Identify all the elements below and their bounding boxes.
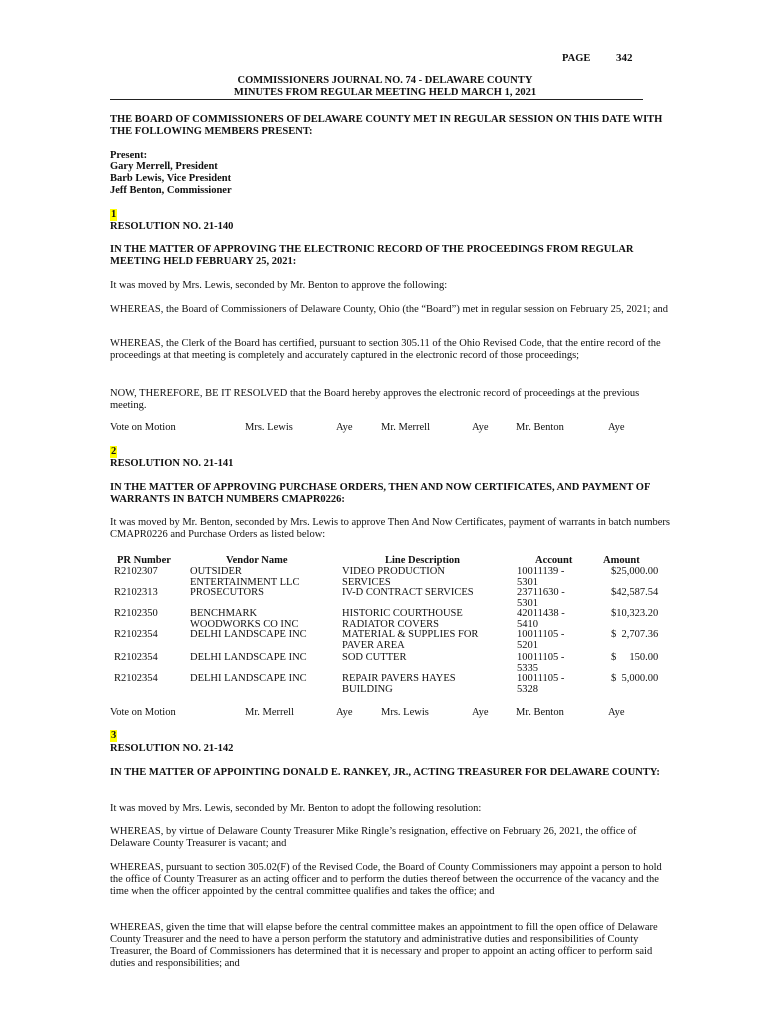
vote-value: Aye: [336, 422, 353, 433]
column-header: Amount: [603, 555, 640, 566]
description-cell: VIDEO PRODUCTION: [342, 566, 445, 577]
amount-cell: $ 2,707.36: [611, 629, 659, 640]
description-cell: HISTORIC COURTHOUSE: [342, 608, 463, 619]
vendor-cell: PROSECUTORS: [190, 587, 264, 598]
account-cell: 10011105 -: [517, 673, 565, 684]
account-cell: 10011105 -: [517, 652, 565, 663]
resolution-number: RESOLUTION NO. 21-140: [110, 221, 234, 232]
whereas-paragraph: WHEREAS, the Clerk of the Board has certified, pursuant to section 305.11 of the Ohio Revised Code, that the entire record of the proceedings at that meeting is completely and accurately captured in the electronic record of those proceedings;: [110, 338, 661, 361]
amount-cell: $ 150.00: [611, 652, 659, 663]
account-cell: 5410: [517, 619, 538, 630]
vote-value: Aye: [608, 422, 625, 433]
description-cell: RADIATOR COVERS: [342, 619, 439, 630]
whereas-paragraph: WHEREAS, given the time that will elapse before the central committee makes an appointment to fill the open office of Delaware County Treasurer and the need to have a person perform the statutory and administrative duties and responsibilities of County Treasurer, the Board of Commissioners has determined that it is necessary and proper to appoint an acting officer to perform said duties and responsibilities; and: [110, 922, 658, 969]
vote-label: Vote on Motion: [110, 707, 176, 718]
whereas-paragraph: WHEREAS, the Board of Commissioners of Delaware County, Ohio (the “Board”) met in regular session on February 25, 2021; and: [110, 304, 669, 315]
page-number: 342: [616, 52, 633, 64]
vendor-cell: BENCHMARK: [190, 608, 258, 619]
column-header: Account: [535, 555, 573, 566]
voter-name: Mr. Benton: [516, 422, 564, 433]
member-commissioner: Jeff Benton, Commissioner: [110, 185, 232, 196]
motion-text: It was moved by Mrs. Lewis, seconded by Mr. Benton to approve the following:: [110, 280, 448, 291]
motion-text: It was moved by Mr. Benton, seconded by Mrs. Lewis to approve Then And Now Certificates, payment of warrants in batch numbers CMAPR0226 and Purchase Orders as listed below:: [110, 517, 670, 540]
account-cell: 5301: [517, 598, 538, 609]
header-rule: [110, 99, 643, 100]
present-label: Present:: [110, 150, 148, 161]
column-header: Line Description: [385, 555, 460, 566]
vote-value: Aye: [608, 707, 625, 718]
vendor-cell: ENTERTAINMENT LLC: [190, 577, 300, 588]
member-president: Gary Merrell, President: [110, 161, 218, 172]
vendor-cell: DELHI LANDSCAPE INC: [190, 652, 307, 663]
resolved-paragraph: NOW, THEREFORE, BE IT RESOLVED that the Board hereby approves the electronic record of proceedings at the previous meeting.: [110, 388, 640, 411]
pr-number-cell: R2102354: [114, 673, 158, 684]
description-cell: BUILDING: [342, 684, 393, 695]
whereas-paragraph: WHEREAS, pursuant to section 305.02(F) of the Revised Code, the Board of County Commissioners may appoint a person to hold the office of County Treasurer as an acting officer and to perform the duties thereof between the occurrence of the vacancy and the time when the officer appointed by the central committee qualifies and takes the office; and: [110, 862, 662, 897]
account-cell: 10011139 -: [517, 566, 565, 577]
pr-number-cell: R2102354: [114, 629, 158, 640]
vote-value: Aye: [336, 707, 353, 718]
account-cell: 5301: [517, 577, 538, 588]
resolution-matter: IN THE MATTER OF APPROVING THE ELECTRONIC RECORD OF THE PROCEEDINGS FROM REGULAR MEETING HELD FEBRUARY 25, 2021:: [110, 244, 634, 267]
voter-name: Mrs. Lewis: [245, 422, 293, 433]
account-cell: 10011105 -: [517, 629, 565, 640]
description-cell: PAVER AREA: [342, 640, 405, 651]
pr-number-cell: R2102313: [114, 587, 158, 598]
account-cell: 5328: [517, 684, 538, 695]
description-cell: REPAIR PAVERS HAYES: [342, 673, 456, 684]
amount-cell: $10,323.20: [611, 608, 659, 619]
description-cell: MATERIAL & SUPPLIES FOR: [342, 629, 479, 640]
vendor-cell: WOODWORKS CO INC: [190, 619, 299, 630]
vote-value: Aye: [472, 707, 489, 718]
member-vice-president: Barb Lewis, Vice President: [110, 173, 232, 184]
voter-name: Mrs. Lewis: [381, 707, 429, 718]
account-cell: 5335: [517, 663, 538, 674]
minutes-title: MINUTES FROM REGULAR MEETING HELD MARCH 1, 2021: [233, 87, 537, 98]
description-cell: IV-D CONTRACT SERVICES: [342, 587, 474, 598]
voter-name: Mr. Merrell: [381, 422, 430, 433]
item-number: 3: [111, 730, 117, 741]
resolution-number: RESOLUTION NO. 21-142: [110, 743, 234, 754]
resolution-number: RESOLUTION NO. 21-141: [110, 458, 234, 469]
account-cell: 23711630 -: [517, 587, 565, 598]
description-cell: SERVICES: [342, 577, 391, 588]
vote-label: Vote on Motion: [110, 422, 176, 433]
whereas-paragraph: WHEREAS, by virtue of Delaware County Treasurer Mike Ringle’s resignation, effective on February 26, 2021, the office of Delaware County Treasurer is vacant; and: [110, 826, 637, 849]
page-label: PAGE: [562, 53, 591, 64]
motion-text: It was moved by Mrs. Lewis, seconded by Mr. Benton to adopt the following resolution:: [110, 803, 482, 814]
column-header: Vendor Name: [226, 555, 288, 566]
account-cell: 5201: [517, 640, 538, 651]
item-number: 1: [111, 209, 117, 220]
pr-number-cell: R2102354: [114, 652, 158, 663]
voter-name: Mr. Benton: [516, 707, 564, 718]
journal-title: COMMISSIONERS JOURNAL NO. 74 - DELAWARE COUNTY: [237, 75, 533, 86]
resolution-matter: IN THE MATTER OF APPOINTING DONALD E. RANKEY, JR., ACTING TREASURER FOR DELAWARE COUNTY:: [110, 767, 660, 778]
voter-name: Mr. Merrell: [245, 707, 294, 718]
amount-cell: $25,000.00: [611, 566, 659, 577]
pr-number-cell: R2102350: [114, 608, 158, 619]
column-header: PR Number: [117, 555, 171, 566]
item-number: 2: [111, 446, 117, 457]
session-statement: THE BOARD OF COMMISSIONERS OF DELAWARE COUNTY MET IN REGULAR SESSION ON THIS DATE WITH THE FOLLOWING MEMBERS PRESENT:: [110, 114, 663, 137]
vote-value: Aye: [472, 422, 489, 433]
amount-cell: $42,587.54: [611, 587, 659, 598]
vendor-cell: DELHI LANDSCAPE INC: [190, 629, 307, 640]
vendor-cell: OUTSIDER: [190, 566, 242, 577]
vendor-cell: DELHI LANDSCAPE INC: [190, 673, 307, 684]
resolution-matter: IN THE MATTER OF APPROVING PURCHASE ORDERS, THEN AND NOW CERTIFICATES, AND PAYMENT OF WARRANTS IN BATCH NUMBERS CMAPR0226:: [110, 482, 650, 505]
amount-cell: $ 5,000.00: [611, 673, 659, 684]
pr-number-cell: R2102307: [114, 566, 158, 577]
description-cell: SOD CUTTER: [342, 652, 407, 663]
account-cell: 42011438 -: [517, 608, 565, 619]
